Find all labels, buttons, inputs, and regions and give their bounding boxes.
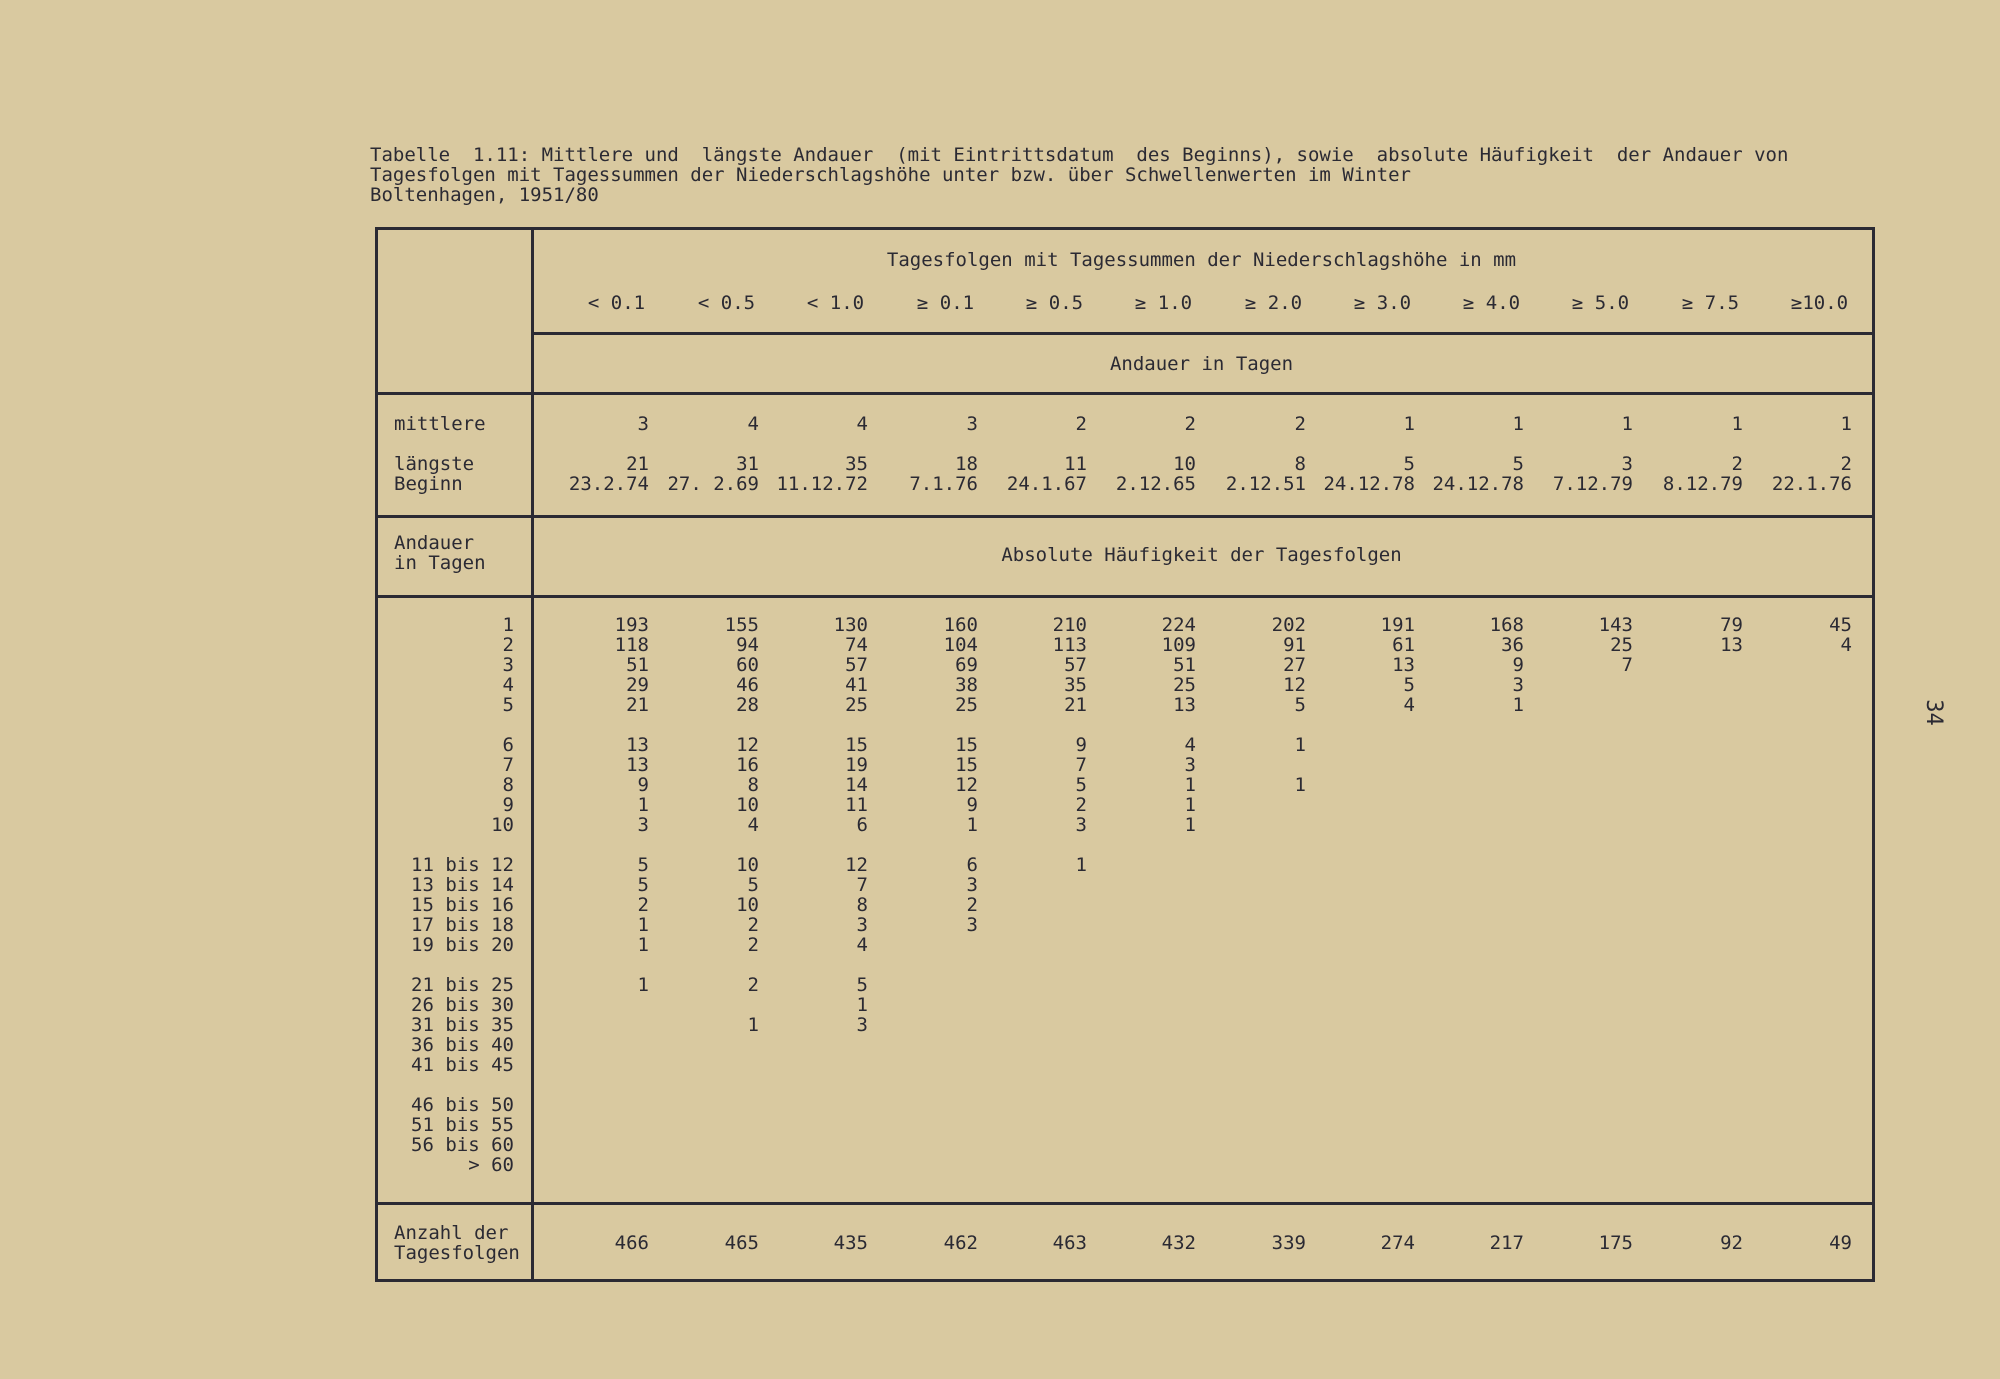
start-cell-2: 11.12.72 [776,473,868,495]
total-cell-1: 465 [724,1232,759,1254]
frequency-column-8: 168 36 9 3 1 [1489,614,1524,716]
longest-cell-7: 5 [1403,453,1415,475]
total-cell-7: 274 [1380,1232,1415,1254]
total-cell-6: 339 [1271,1232,1306,1254]
total-cell-5: 432 [1161,1232,1196,1254]
total-cell-9: 175 [1598,1232,1633,1254]
threshold-4: ≥ 0.5 [1025,292,1084,314]
threshold-1: < 0.5 [697,292,756,314]
mean-cell-9: 1 [1621,413,1633,435]
longest-cell-8: 5 [1512,453,1524,475]
threshold-8: ≥ 4.0 [1462,292,1521,314]
mean-cell-3: 3 [966,413,978,435]
page-number: 34 [1920,699,1946,726]
total-cell-8: 217 [1489,1232,1524,1254]
longest-cell-4: 11 [1064,453,1087,475]
threshold-3: ≥ 0.1 [916,292,975,314]
threshold-7: ≥ 3.0 [1353,292,1412,314]
threshold-11: ≥10.0 [1790,292,1849,314]
longest-cell-5: 10 [1173,453,1196,475]
mean-cell-4: 2 [1075,413,1087,435]
start-cell-9: 7.12.79 [1552,473,1633,495]
total-cell-10: 92 [1720,1232,1743,1254]
header-divider [531,332,1872,335]
frequency-column-10: 79 13 [1720,614,1743,656]
frequency-header-line [378,595,1872,598]
caption-line-2: Tagesfolgen mit Tagessummen der Niederschlagshöhe unter bzw. über Schwellenwerten im Winter [370,164,1411,186]
frequency-column-11: 45 4 [1829,614,1852,656]
longest-cell-0: 21 [626,453,649,475]
total-cell-3: 462 [943,1232,978,1254]
frequency-column-3: 160 104 69 38 25 15 15 12 9 1 6 3 2 3 [943,614,978,936]
caption-line-3: Boltenhagen, 1951/80 [370,184,599,206]
frequency-column-5: 224 109 51 25 13 4 3 1 1 1 [1161,614,1196,836]
longest-cell-9: 3 [1621,453,1633,475]
frequency-title: Absolute Häufigkeit der Tagesfolgen [1001,544,1402,566]
start-cell-8: 24.12.78 [1432,473,1524,495]
caption-line-1: Tabelle 1.11: Mittlere und längste Andauer (mit Eintrittsdatum des Beginns), sowie absolute Häufigkeit der Andauer von [370,144,1789,166]
header-bottom-line [378,392,1872,395]
longest-cell-11: 2 [1840,453,1852,475]
total-cell-4: 463 [1052,1232,1087,1254]
label-start: Beginn [394,473,463,495]
frequency-column-2: 130 74 57 41 25 15 19 14 11 6 12 7 8 3 4 5 1 3 [833,614,868,1036]
total-cell-2: 435 [833,1232,868,1254]
longest-cell-2: 35 [845,453,868,475]
frequency-column-0: 193 118 51 29 21 13 13 9 1 3 5 5 2 1 1 1 [614,614,649,996]
total-cell-0: 466 [614,1232,649,1254]
mean-cell-8: 1 [1512,413,1524,435]
start-cell-3: 7.1.76 [909,473,978,495]
threshold-2: < 1.0 [806,292,865,314]
data-table [375,227,1875,1282]
threshold-10: ≥ 7.5 [1681,292,1740,314]
start-cell-11: 22.1.76 [1771,473,1852,495]
longest-cell-3: 18 [955,453,978,475]
start-cell-4: 24.1.67 [1006,473,1087,495]
frequency-column-4: 210 113 57 35 21 9 7 5 2 3 1 [1052,614,1087,876]
longest-cell-10: 2 [1731,453,1743,475]
total-cell-11: 49 [1829,1232,1852,1254]
longest-cell-1: 31 [736,453,759,475]
start-cell-5: 2.12.65 [1115,473,1196,495]
threshold-6: ≥ 2.0 [1244,292,1303,314]
mean-cell-7: 1 [1403,413,1415,435]
start-cell-0: 23.2.74 [568,473,649,495]
start-cell-7: 24.12.78 [1323,473,1415,495]
threshold-5: ≥ 1.0 [1134,292,1193,314]
mean-cell-1: 4 [747,413,759,435]
label-longest: längste [394,453,475,475]
totals-top-line [378,1202,1872,1205]
start-cell-1: 27. 2.69 [667,473,759,495]
frequency-column-9: 143 25 7 [1598,614,1633,676]
mean-cell-0: 3 [637,413,649,435]
duration-labels: 1 2 3 4 5 6 7 8 9 10 11 bis 12 13 bis 14 15 bis 16 17 bis 18 19 bis 20 21 bis 25 26 bis 30 31 bis 35 36 bis 40 41 bis 45 46 bis 50 51 bis 55 56 bis 60 > 60 [411,614,514,1176]
longest-cell-6: 8 [1294,453,1306,475]
group-title: Tagesfolgen mit Tagessummen der Niederschlagshöhe in mm [886,249,1517,271]
summary-bottom-line [378,515,1872,518]
mean-cell-10: 1 [1731,413,1743,435]
row-header-divider [531,230,534,1279]
mean-cell-11: 1 [1840,413,1852,435]
table-caption [370,145,1880,205]
totals-label: Anzahl der Tagesfolgen [394,1222,520,1264]
mean-cell-5: 2 [1184,413,1196,435]
frequency-column-1: 155 94 60 46 28 12 16 8 10 4 10 5 10 2 2 2 1 [724,614,759,1036]
mean-cell-6: 2 [1294,413,1306,435]
duration-subtitle: Andauer in Tagen [1109,353,1294,375]
frequency-column-6: 202 91 27 12 5 1 1 [1271,614,1306,796]
start-cell-10: 8.12.79 [1662,473,1743,495]
label-mean: mittlere [394,413,486,435]
threshold-9: ≥ 5.0 [1571,292,1630,314]
frequency-column-7: 191 61 13 5 4 [1380,614,1415,716]
frequency-row-header: Andauer in Tagen [394,532,486,574]
mean-cell-2: 4 [856,413,868,435]
threshold-0: < 0.1 [587,292,646,314]
start-cell-6: 2.12.51 [1225,473,1306,495]
